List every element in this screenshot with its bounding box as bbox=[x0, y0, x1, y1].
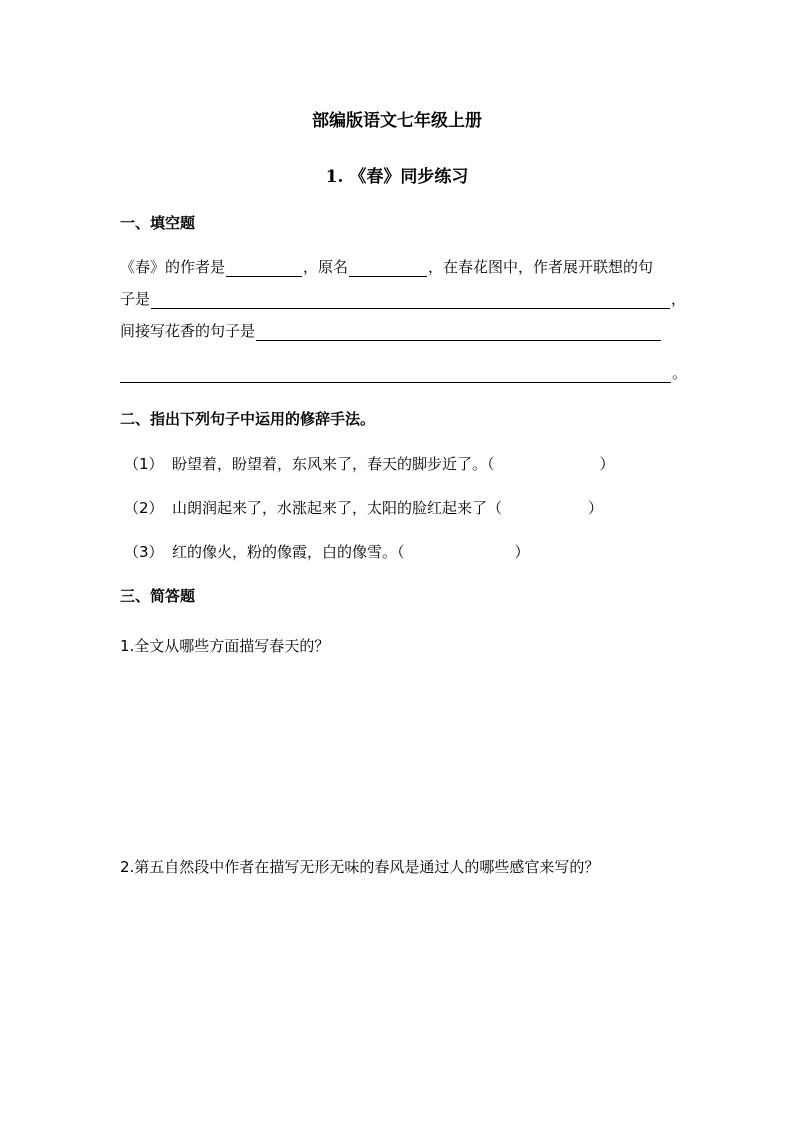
rhetoric-item-2 bbox=[124, 497, 603, 518]
item-number: （1） bbox=[124, 455, 164, 473]
item-close: ） bbox=[514, 543, 530, 561]
item-text: 山朗润起来了，水涨起来了，太阳的脸红起来了（ bbox=[172, 499, 503, 517]
rhetoric-item-3 bbox=[124, 541, 530, 562]
item-close: ） bbox=[599, 455, 615, 473]
fill-text: 间接写花香的句子是 bbox=[120, 322, 256, 340]
answer-blank-continued[interactable] bbox=[120, 365, 671, 383]
answer-blank-fragrance-sentence[interactable] bbox=[256, 323, 661, 341]
fill-line-4 bbox=[120, 362, 687, 383]
fill-line-3 bbox=[120, 320, 662, 341]
page-title: 部编版语文七年级上册 bbox=[312, 111, 482, 131]
fill-text: ，在春花图中，作者展开联想的句 bbox=[428, 258, 654, 276]
rhetoric-item-1 bbox=[124, 453, 615, 474]
answer-blank-association-sentence[interactable] bbox=[151, 291, 670, 309]
answer-blank-author[interactable] bbox=[226, 259, 302, 277]
fill-text: 。 bbox=[672, 364, 688, 382]
fill-text: 《春》的作者是 bbox=[120, 258, 226, 276]
item-close: ） bbox=[588, 499, 604, 517]
item-text: 盼望着，盼望着，东风来了，春天的脚步近了。（ bbox=[172, 455, 495, 473]
fill-text: ，原名 bbox=[303, 258, 349, 276]
fill-line-1 bbox=[120, 256, 653, 277]
short-answer-question-2: 2.第五自然段中作者在描写无形无味的春风是通过人的哪些感官来写的？ bbox=[120, 858, 600, 876]
section-1-heading: 一、填空题 bbox=[120, 214, 196, 232]
fill-text: 子是 bbox=[120, 290, 151, 308]
section-3-heading: 三、简答题 bbox=[120, 587, 196, 605]
short-answer-question-1: 1.全文从哪些方面描写春天的？ bbox=[120, 637, 330, 655]
fill-line-2 bbox=[120, 288, 686, 309]
item-number: （3） bbox=[124, 543, 164, 561]
section-2-heading: 二、指出下列句子中运用的修辞手法。 bbox=[120, 410, 376, 428]
item-text: 红的像火，粉的像霞，白的像雪。（ bbox=[172, 543, 405, 561]
item-number: （2） bbox=[124, 499, 164, 517]
page-subtitle: 1. 《春》同步练习 bbox=[325, 167, 469, 187]
fill-text: ， bbox=[671, 290, 687, 308]
answer-blank-original-name[interactable] bbox=[349, 259, 427, 277]
